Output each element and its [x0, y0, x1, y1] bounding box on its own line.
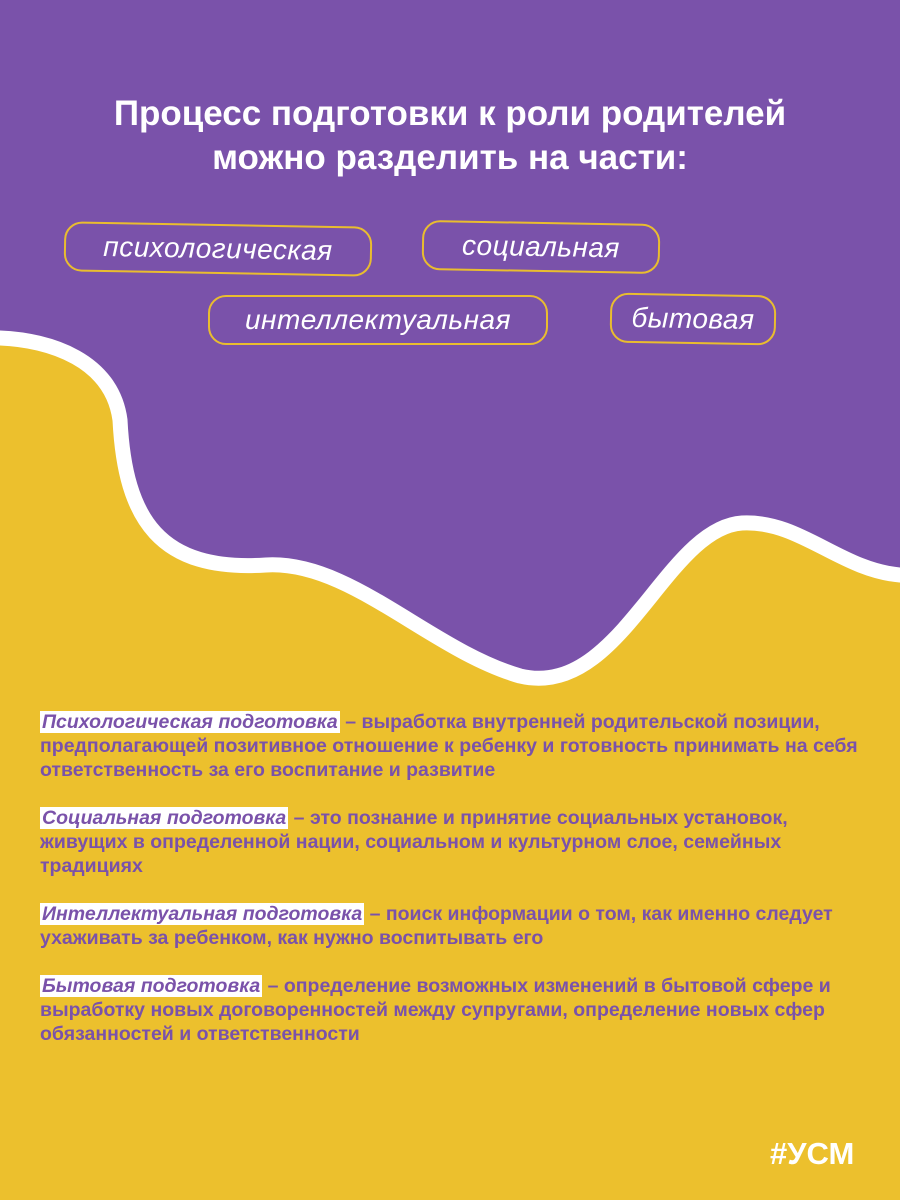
definition-term: Психологическая подготовка [42, 711, 338, 733]
hashtag: #УСМ [770, 1136, 855, 1171]
tag-domestic: бытовая [610, 293, 777, 346]
tag-social: социальная [422, 220, 661, 274]
title-line-1: Процесс подготовки к роли родителей [113, 94, 787, 133]
definition-text: – поиск информации о том, как именно следует ухаживать за ребенком, как нужно воспитывать его [40, 903, 833, 949]
definition-term: Бытовая подготовка [42, 975, 261, 997]
definition-term: Интеллектуальная подготовка [42, 903, 363, 925]
definition-term: Социальная подготовка [42, 807, 287, 829]
definition-text: – выработка внутренней родительской позиции, предполагающей позитивное отношение к ребенку и готовность принимать на себя ответственность за его воспитание и развитие [40, 711, 858, 781]
tag-psychological: психологическая [64, 221, 373, 276]
definition-psychological [40, 710, 880, 782]
title-line-2: можно разделить на части: [212, 138, 688, 177]
tag-intellectual: интеллектуальная [208, 295, 548, 345]
definition-domestic [40, 974, 880, 1046]
definition-intellectual [40, 902, 880, 950]
definition-text: – определение возможных изменений в бытовой сфере и выработку новых договоренностей между супругами, определение новых сфер обязанностей и ответственности [40, 975, 831, 1045]
page-title [0, 92, 900, 180]
definition-text: – это познание и принятие социальных установок, живущих в определенной нации, социальном и культурном слое, семейных традициях [40, 807, 788, 877]
definition-social [40, 806, 880, 878]
